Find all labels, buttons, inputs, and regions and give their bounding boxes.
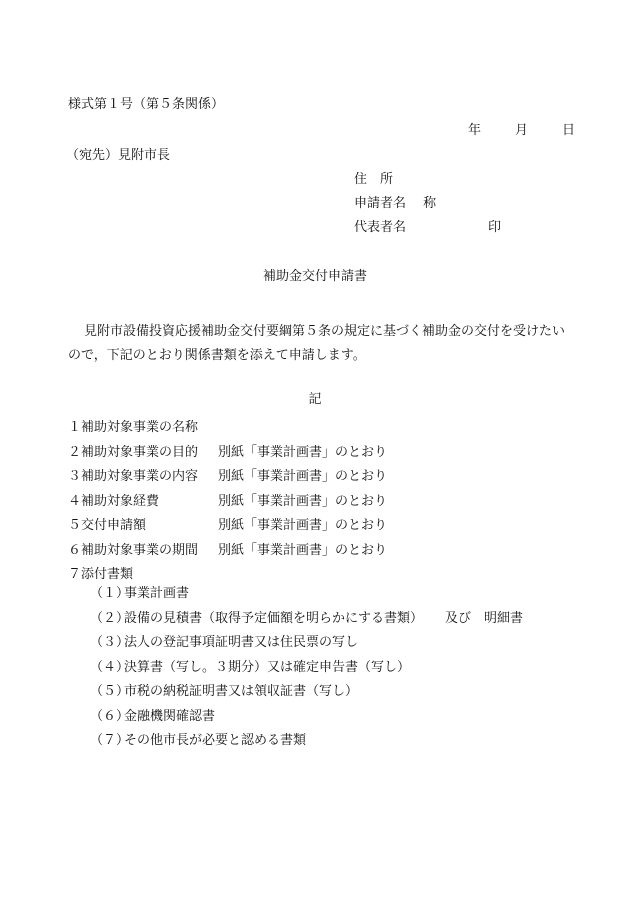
seal-mark: 印	[488, 220, 502, 235]
attachment-number: （１）	[90, 586, 130, 601]
item-label: １補助対象事業の名称	[68, 420, 199, 435]
item-label: ４補助対象経費	[68, 493, 160, 509]
item-label: ７添付書類	[68, 567, 134, 582]
attachment-item	[90, 705, 523, 730]
attachment-item	[90, 729, 523, 754]
form-number: 様式第１号（第５条関係）	[68, 97, 225, 112]
list-item	[68, 441, 387, 466]
applicant-name-label: 申請者名 称	[354, 196, 437, 211]
application-body-text	[68, 320, 568, 368]
addressee: （宛先）見附市長	[66, 148, 171, 163]
attachment-number: （５）	[90, 684, 130, 699]
attachment-text: 法人の登記事項証明書又は住民票の写し	[124, 635, 359, 650]
attachment-list	[90, 582, 523, 754]
body-sentence: 見附市設備投資応援補助金交付要綱第５条の規定に基づく補助金の交付を受けたいので，下記のとおり関係書類を添えて申請します。	[68, 324, 566, 363]
attachment-item	[90, 631, 523, 656]
attachment-number: （７）	[90, 733, 130, 748]
item-label: ３補助対象事業の内容	[68, 469, 199, 484]
list-item	[68, 465, 387, 490]
attachment-number: （６）	[90, 708, 130, 724]
item-label: ２補助対象事業の目的	[68, 444, 199, 460]
attachment-item	[90, 582, 523, 607]
item-value: 別紙「事業計画書」のとおり	[218, 444, 388, 460]
item-list	[68, 416, 387, 588]
attachment-text: 市税の納税証明書又は領収証書（写し）	[124, 684, 359, 699]
date-month-label: 月	[515, 123, 529, 138]
date-year-label: 年	[468, 123, 482, 138]
attachment-item	[90, 656, 523, 681]
item-label: ６補助対象事業の期間	[68, 542, 199, 558]
item-value: 別紙「事業計画書」のとおり	[218, 493, 388, 509]
document-title: 補助金交付申請書	[262, 269, 367, 284]
attachment-number: （４）	[90, 659, 130, 675]
list-item	[68, 514, 387, 539]
list-item	[68, 490, 387, 515]
list-item	[68, 416, 387, 441]
item-label: ５交付申請額	[68, 518, 147, 533]
attachment-text: 金融機関確認書	[124, 708, 216, 724]
attachment-text: 事業計画書	[124, 586, 190, 601]
attachment-text: 決算書（写し。３期分）又は確定申告書（写し）	[124, 659, 411, 675]
attachment-text: その他市長が必要と認める書類	[124, 733, 307, 748]
item-value: 別紙「事業計画書」のとおり	[218, 518, 388, 533]
attachment-item	[90, 607, 523, 632]
date-day-label: 日	[562, 123, 576, 138]
application-date	[468, 124, 575, 137]
attachment-number: （２）	[90, 610, 130, 626]
item-value: 別紙「事業計画書」のとおり	[218, 469, 388, 484]
applicant-address-label: 住 所	[354, 172, 394, 187]
item-value: 別紙「事業計画書」のとおり	[218, 542, 388, 558]
representative-name-label: 代表者名	[354, 220, 407, 235]
attachment-extra: 及び 明細書	[445, 610, 524, 626]
attachment-number: （３）	[90, 635, 130, 650]
ki-heading: 記	[308, 392, 322, 407]
list-item	[68, 539, 387, 564]
attachment-item	[90, 680, 523, 705]
attachment-text: 設備の見積書（取得予定価額を明らかにする書類）	[124, 610, 424, 626]
